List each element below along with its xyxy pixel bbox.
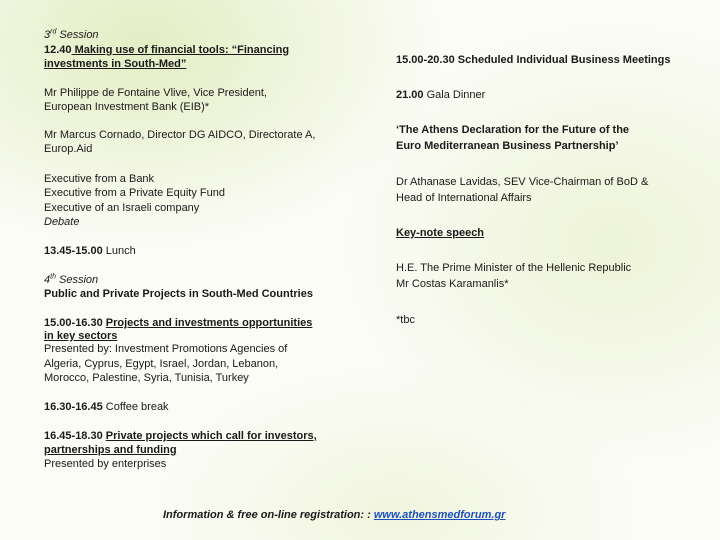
keynote-label: Key-note speech bbox=[396, 227, 485, 239]
projects-session-title-line2: in key sectors bbox=[44, 330, 118, 342]
debate-label: Debate bbox=[44, 216, 80, 228]
session3-title bbox=[44, 43, 289, 57]
tbc-note: *tbc bbox=[396, 314, 415, 326]
session3-time: 12.40 bbox=[44, 44, 72, 56]
session3-heading bbox=[44, 28, 99, 42]
executive-equity-fund: Executive from a Private Equity Fund bbox=[44, 187, 225, 199]
projects-session-title-line1: Projects and investments opportunities bbox=[105, 317, 313, 329]
projects-presented-line3: Morocco, Palestine, Syria, Tunisia, Turkey bbox=[44, 372, 249, 384]
declaration-title-line1: ‘The Athens Declaration for the Future of the bbox=[396, 124, 630, 136]
projects-session-time: 15.00-16.30 bbox=[44, 317, 103, 329]
projects-presented-line2: Algeria, Cyprus, Egypt, Israel, Jordan, Lebanon, bbox=[44, 358, 279, 370]
lunch-time: 13.45-15.00 bbox=[44, 245, 103, 257]
session4-title: Public and Private Projects in South-Med Countries bbox=[44, 288, 313, 300]
speaker-sev-line1: Dr Athanase Lavidas, SEV Vice-Chairman of BoD & bbox=[396, 176, 649, 188]
lunch-row bbox=[44, 244, 136, 258]
session3-ordinal: rd bbox=[50, 28, 57, 36]
private-projects-title-line1: Private projects which call for investors, bbox=[105, 430, 317, 442]
session3-title-line1: Making use of financial tools: “Financing bbox=[71, 44, 290, 56]
private-projects-presented: Presented by enterprises bbox=[44, 458, 167, 470]
projects-presented-line1: Presented by: Investment Promotions Agencies of bbox=[44, 343, 288, 355]
session3-title-line2: investments in South-Med” bbox=[44, 58, 187, 70]
speaker-aidco-line2: Europ.Aid bbox=[44, 143, 93, 155]
private-projects-title-line2: partnerships and funding bbox=[44, 444, 177, 456]
speaker-aidco-line1: Mr Marcus Cornado, Director DG AIDCO, Directorate A, bbox=[44, 129, 316, 141]
prime-minister-line2: Mr Costas Karamanlis* bbox=[396, 278, 509, 290]
session4-heading bbox=[44, 273, 98, 287]
gala-dinner-label: Gala Dinner bbox=[423, 89, 486, 101]
session3-word: Session bbox=[56, 29, 99, 41]
projects-session-title bbox=[44, 316, 312, 330]
coffee-break-label: Coffee break bbox=[102, 401, 169, 413]
speaker-sev-line2: Head of International Affairs bbox=[396, 192, 532, 204]
declaration-title-line2: Euro Mediterranean Business Partnership’ bbox=[396, 140, 619, 152]
footer-registration bbox=[163, 508, 505, 522]
prime-minister-line1: H.E. The Prime Minister of the Hellenic Republic bbox=[396, 262, 632, 274]
lunch-label: Lunch bbox=[102, 245, 136, 257]
speaker-eib-line1: Mr Philippe de Fontaine Vlive, Vice President, bbox=[44, 87, 267, 99]
gala-dinner-row bbox=[396, 88, 485, 102]
coffee-break-row bbox=[44, 400, 169, 414]
website-link[interactable]: www.athensmedforum.gr bbox=[373, 509, 506, 521]
private-projects-time: 16.45-18.30 bbox=[44, 430, 103, 442]
private-projects-title bbox=[44, 429, 317, 443]
footer-info-text: Information & free on-line registration: : bbox=[163, 509, 374, 521]
session3-number: 3 bbox=[44, 29, 51, 41]
session4-number: 4 bbox=[44, 274, 51, 286]
gala-dinner-time: 21.00 bbox=[396, 89, 424, 101]
session4-ordinal: th bbox=[50, 273, 56, 281]
business-meetings: 15.00-20.30 Scheduled Individual Business Meetings bbox=[396, 54, 671, 66]
session4-word: Session bbox=[55, 274, 99, 286]
speaker-eib-line2: European Investment Bank (EIB)* bbox=[44, 101, 210, 113]
executive-bank: Executive from a Bank bbox=[44, 173, 155, 185]
executive-israeli-company: Executive of an Israeli company bbox=[44, 202, 200, 214]
coffee-break-time: 16.30-16.45 bbox=[44, 401, 103, 413]
